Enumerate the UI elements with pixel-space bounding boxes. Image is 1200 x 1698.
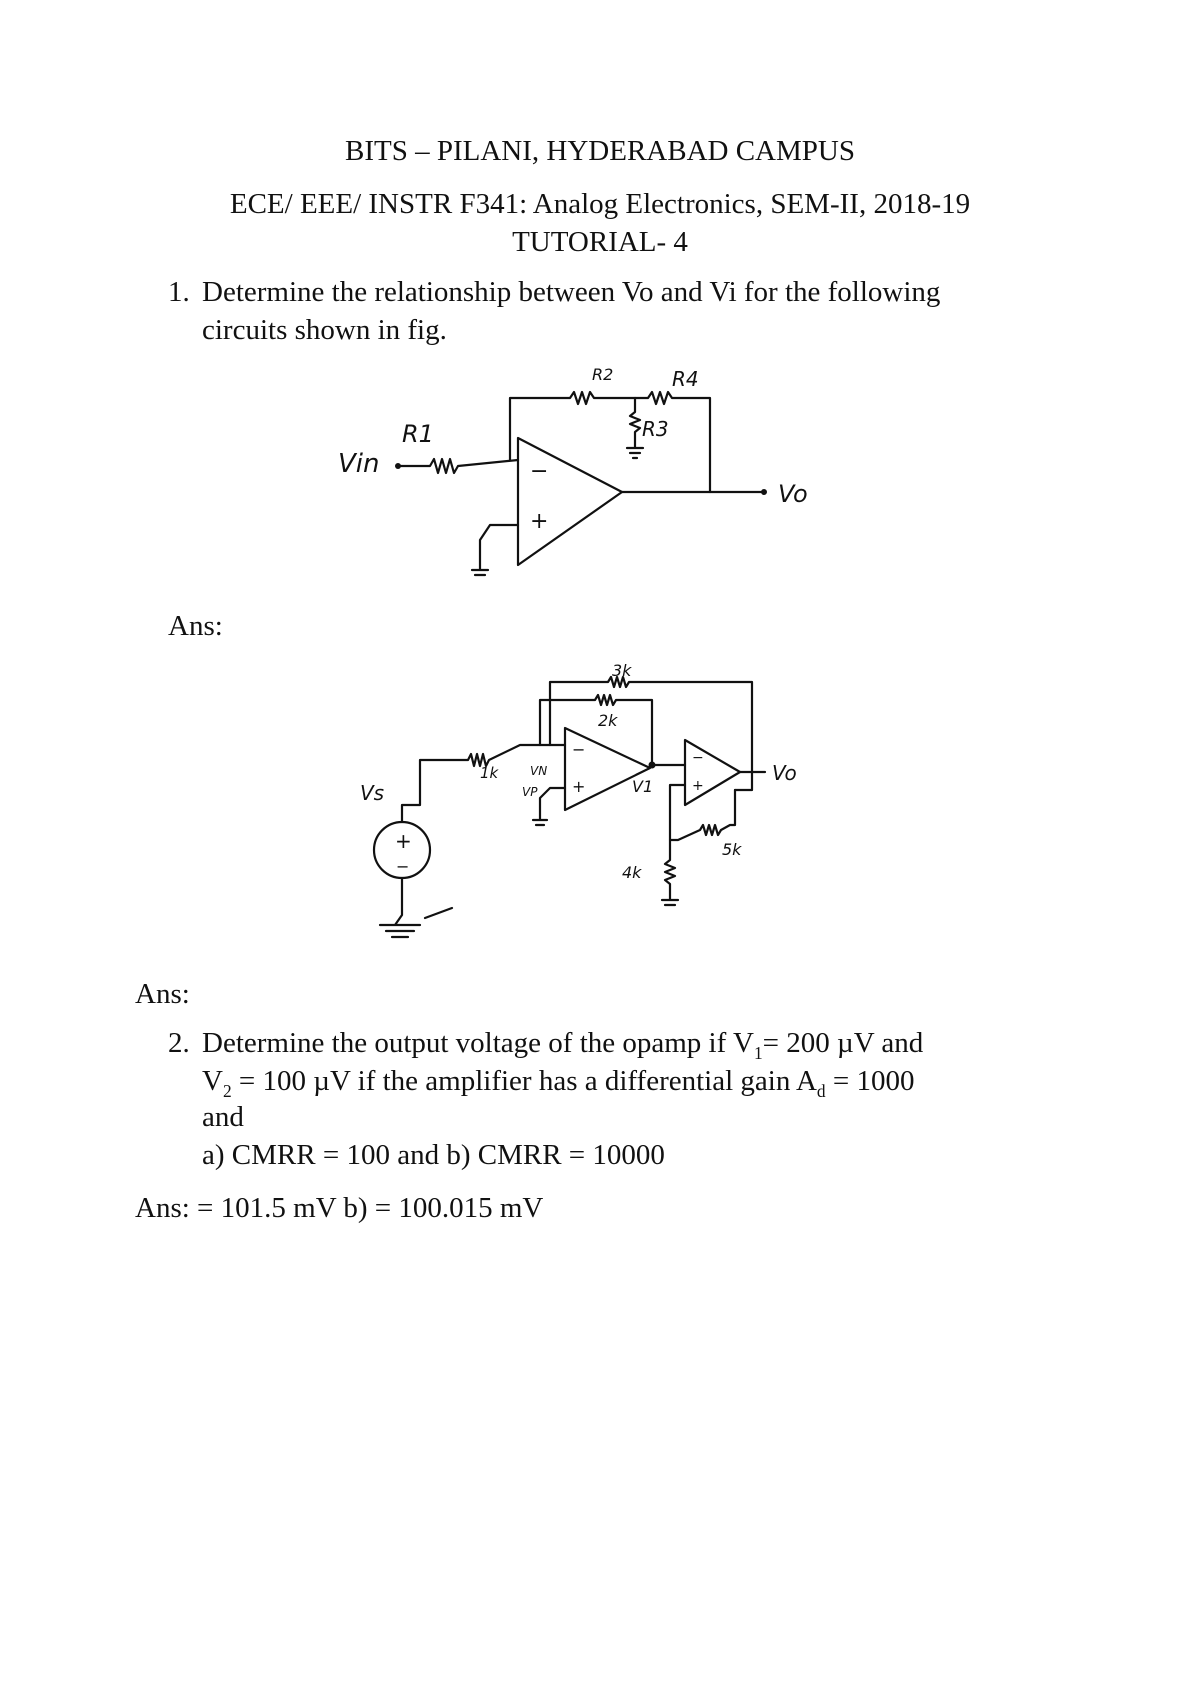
question-2-answer: Ans: = 101.5 mV b) = 100.015 mV [135,1192,544,1224]
question-2-line3: and [202,1101,244,1133]
answer-2-label: Ans: [135,978,190,1010]
q2-line1-part-b: = 200 µV and [762,1027,924,1059]
minus-sign-opamp2: − [692,750,704,766]
label-vo-2: Vo [772,761,797,785]
vin-terminal [395,463,401,469]
source-minus-sign: − [396,857,410,876]
circuit-figure-2 [340,660,860,960]
label-vn: VN [530,764,548,778]
question-1-number: 1. [168,276,190,308]
resistor-4k-to-ground [662,840,678,905]
tutorial-title: TUTORIAL- 4 [512,226,688,258]
minus-sign-opamp1: − [572,740,586,759]
vo-terminal [761,489,767,495]
resistor-1k-input [402,745,540,822]
opamp-1-triangle [518,438,622,565]
plus-sign-1: + [530,509,549,534]
label-2k: 2k [598,711,618,730]
resistor-r3-to-ground [627,398,643,458]
minus-sign-1: − [530,459,549,484]
label-v1: V1 [632,777,654,796]
plus-sign-opamp2: + [692,778,704,794]
label-r1: R1 [402,420,434,448]
question-1-text-line2: circuits shown in fig. [202,314,447,346]
q2-line1-subscript: 1 [753,1042,763,1063]
label-3k: 3k [612,661,632,680]
noninverting-ground [472,525,518,575]
label-1k: 1k [480,764,499,782]
question-2-line1 [202,1027,923,1064]
label-vin: Vin [338,449,380,479]
opamp-1-noninverting-ground [533,788,565,825]
question-2-number: 2. [168,1027,190,1059]
label-4k: 4k [622,863,642,882]
q2-line2-subscript: 2 [222,1080,232,1101]
label-5k: 5k [722,840,742,859]
label-vp: VP [522,785,538,799]
question-1-text-line1: Determine the relationship between Vo and Vi for the following [202,276,941,308]
label-vo-1: Vo [778,480,808,508]
label-r4: R4 [672,367,699,391]
institution-title: BITS – PILANI, HYDERABAD CAMPUS [345,135,855,167]
circuit-figure-1 [330,360,820,590]
source-ground [380,878,452,937]
q2-line2-subscript-d: d [816,1080,826,1101]
label-vs: Vs [360,781,385,805]
course-title: ECE/ EEE/ INSTR F341: Analog Electronics, SEM-II, 2018-19 [229,188,971,220]
source-plus-sign: + [395,829,412,853]
q2-line1-part-a: Determine the output voltage of the opamp if V [202,1027,754,1059]
q2-line2-part-a: V [202,1065,223,1097]
q2-line2-part-c: = 1000 [825,1065,915,1097]
q2-line2-part-b: = 100 µV if the amplifier has a differential gain A [231,1065,817,1097]
question-2-line2 [202,1065,914,1102]
plus-sign-opamp1: + [572,777,586,796]
feedback-2k [540,695,652,765]
label-r3: R3 [642,417,669,441]
answer-1-label: Ans: [168,610,223,642]
resistor-r1 [400,459,518,473]
question-2-line4: a) CMRR = 100 and b) CMRR = 10000 [202,1139,665,1171]
label-r2: R2 [592,365,614,384]
